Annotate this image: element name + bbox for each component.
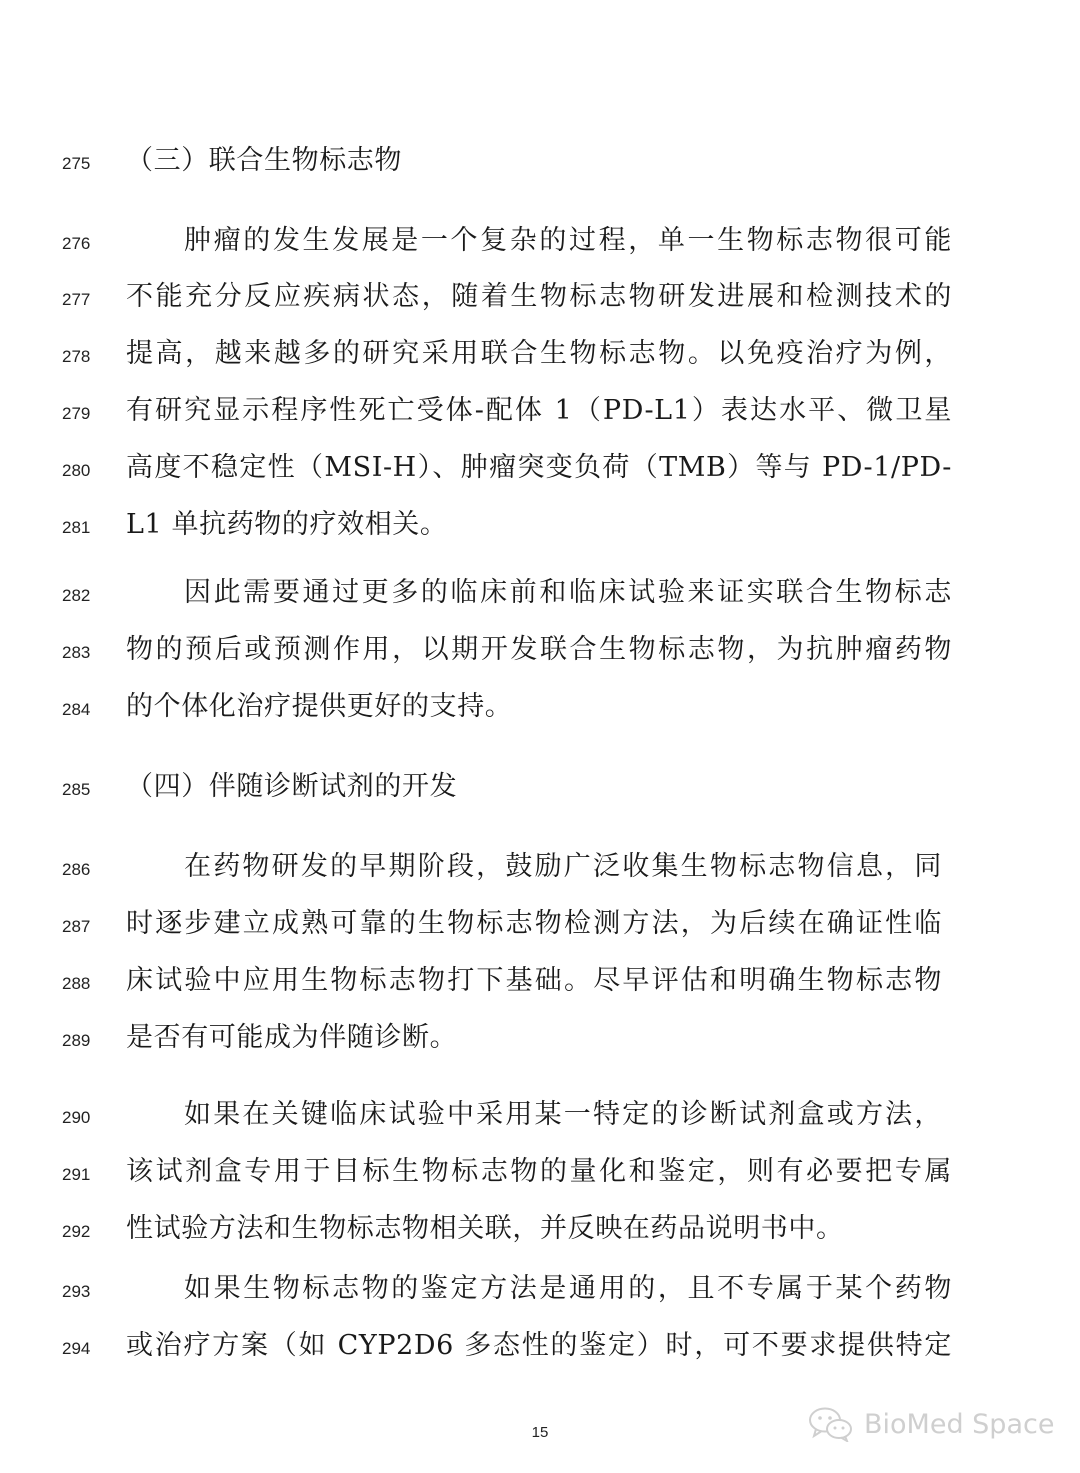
line-number: 277 bbox=[62, 290, 91, 309]
line-number: 294 bbox=[62, 1339, 91, 1358]
paragraph-line: 肿瘤的发生发展是一个复杂的过程，单一生物标志物很可能 bbox=[184, 225, 952, 256]
line-number: 289 bbox=[62, 1031, 91, 1050]
paragraph-line: 提高，越来越多的研究采用联合生物标志物。以免疫治疗为例， bbox=[126, 338, 952, 369]
text-line bbox=[0, 445, 1080, 485]
text-line bbox=[0, 684, 1080, 724]
paragraph-line: 床试验中应用生物标志物打下基础。尽早评估和明确生物标志物 bbox=[126, 965, 942, 996]
paragraph-line: 该试剂盒专用于目标生物标志物的量化和鉴定，则有必要把专属 bbox=[126, 1156, 952, 1187]
line-number: 281 bbox=[62, 518, 91, 537]
paragraph-line: 性试验方法和生物标志物相关联，并反映在药品说明书中。 bbox=[126, 1213, 844, 1244]
line-number: 286 bbox=[62, 860, 91, 879]
page-number: 15 bbox=[531, 1424, 549, 1441]
text-line bbox=[0, 764, 1080, 804]
text-line bbox=[0, 844, 1080, 884]
line-number: 276 bbox=[62, 234, 91, 253]
paragraph-line: 或治疗方案（如 CYP2D6 多态性的鉴定）时，可不要求提供特定 bbox=[126, 1330, 952, 1361]
text-line bbox=[0, 1015, 1080, 1055]
line-number: 293 bbox=[62, 1282, 91, 1301]
paragraph-line: 如果在关键临床试验中采用某一特定的诊断试剂盒或方法， bbox=[184, 1099, 942, 1130]
text-line bbox=[0, 1323, 1080, 1363]
section-heading: （三）联合生物标志物 bbox=[126, 145, 402, 176]
text-line bbox=[0, 1092, 1080, 1132]
line-number: 283 bbox=[62, 643, 91, 662]
watermark bbox=[808, 1402, 1054, 1446]
text-line bbox=[0, 388, 1080, 428]
watermark-text: BioMed Space bbox=[864, 1408, 1055, 1440]
paragraph-line: 物的预后或预测作用，以期开发联合生物标志物，为抗肿瘤药物 bbox=[126, 634, 952, 665]
text-line bbox=[0, 138, 1080, 178]
text-line bbox=[0, 1266, 1080, 1306]
line-number: 290 bbox=[62, 1108, 91, 1127]
line-number: 284 bbox=[62, 700, 91, 719]
line-number: 282 bbox=[62, 586, 91, 605]
line-number: 287 bbox=[62, 917, 91, 936]
paragraph-line: 时逐步建立成熟可靠的生物标志物检测方法，为后续在确证性临 bbox=[126, 908, 942, 939]
paragraph-line: 因此需要通过更多的临床前和临床试验来证实联合生物标志 bbox=[184, 577, 952, 608]
paragraph-line: 如果生物标志物的鉴定方法是通用的，且不专属于某个药物 bbox=[184, 1273, 952, 1304]
section-heading: （四）伴随诊断试剂的开发 bbox=[126, 771, 458, 802]
text-line bbox=[0, 331, 1080, 371]
text-line bbox=[0, 627, 1080, 667]
text-line bbox=[0, 218, 1080, 258]
line-number: 280 bbox=[62, 461, 91, 480]
text-line bbox=[0, 502, 1080, 542]
line-number: 288 bbox=[62, 974, 91, 993]
text-line bbox=[0, 274, 1080, 314]
paragraph-line: 在药物研发的早期阶段，鼓励广泛收集生物标志物信息，同 bbox=[184, 851, 942, 882]
paragraph-line: 有研究显示程序性死亡受体-配体 1（PD-L1）表达水平、微卫星 bbox=[126, 395, 952, 426]
line-number: 278 bbox=[62, 347, 91, 366]
line-number: 291 bbox=[62, 1165, 91, 1184]
text-line bbox=[0, 570, 1080, 610]
line-number: 285 bbox=[62, 780, 91, 799]
line-number: 292 bbox=[62, 1222, 91, 1241]
paragraph-line: 是否有可能成为伴随诊断。 bbox=[126, 1022, 458, 1053]
paragraph-line: 高度不稳定性（MSI-H）、肿瘤突变负荷（TMB）等与 PD-1/PD- bbox=[126, 452, 952, 483]
text-line bbox=[0, 1149, 1080, 1189]
line-number: 279 bbox=[62, 404, 91, 423]
wechat-icon bbox=[808, 1406, 854, 1442]
text-line bbox=[0, 958, 1080, 998]
paragraph-line: L1 单抗药物的疗效相关。 bbox=[126, 509, 448, 540]
paragraph-line: 不能充分反应疾病状态，随着生物标志物研发进展和检测技术的 bbox=[126, 281, 952, 312]
text-line bbox=[0, 1206, 1080, 1246]
paragraph-line: 的个体化治疗提供更好的支持。 bbox=[126, 691, 513, 722]
text-line bbox=[0, 901, 1080, 941]
line-number: 275 bbox=[62, 154, 91, 173]
